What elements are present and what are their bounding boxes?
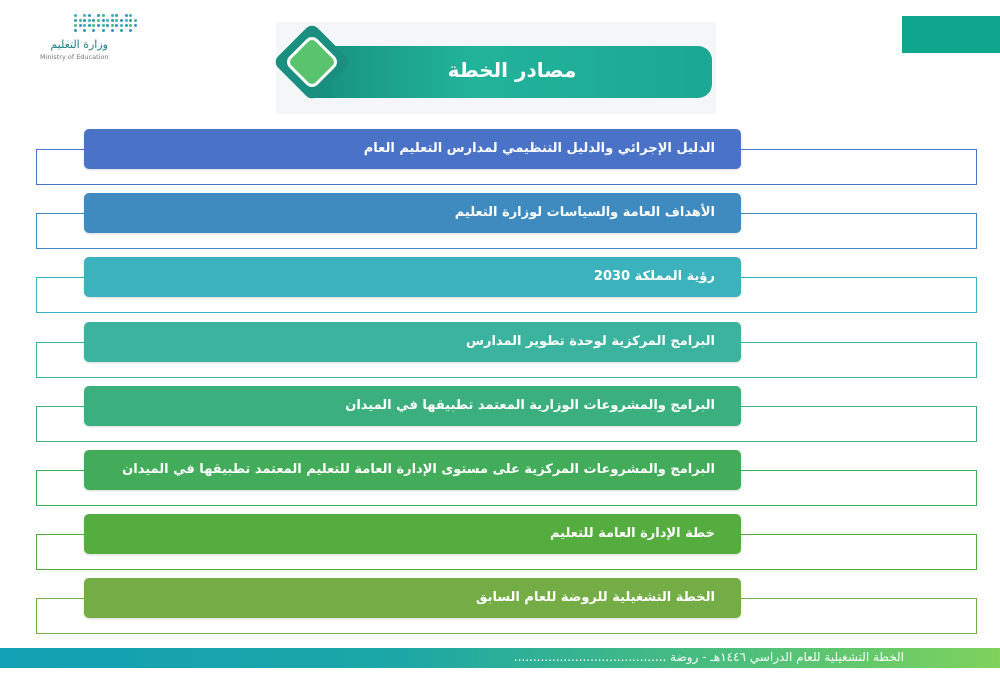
logo-dot [106,24,109,27]
logo-dot [129,24,132,27]
logo-dot [129,14,132,17]
title-banner [276,22,716,114]
logo-dot [125,14,128,17]
logo-dot [92,29,95,32]
logo-dot [106,19,109,22]
page-title: مصادر الخطة [447,58,577,82]
footer-text: الخطة التشغيلية للعام الدراسي ١٤٤٦هـ - روضة ........................................ [513,650,904,664]
logo-dot [79,24,82,27]
ministry-logo [38,14,138,66]
corner-accent-block [902,16,1000,53]
logo-dot [102,14,105,17]
logo-dot [102,24,105,27]
logo-dot [111,24,114,27]
logo-dot [88,24,91,27]
source-label: رؤية المملكة 2030 [84,257,741,297]
logo-emblem-icon [74,14,138,36]
logo-dot [102,29,105,32]
logo-dot [92,19,95,22]
logo-dot [115,19,118,22]
logo-dot [125,24,128,27]
source-label: البرامج والمشروعات الوزارية المعتمد تطبيقها في الميدان [84,386,741,426]
logo-dot [111,14,114,17]
logo-dot [102,19,105,22]
logo-dot [74,24,77,27]
logo-dot [120,19,123,22]
source-label: الخطة التشغيلية للروضة للعام السابق [84,578,741,618]
logo-dot [111,29,114,32]
logo-dot [97,14,100,17]
logo-dot [129,19,132,22]
logo-dot [97,19,100,22]
logo-dot [97,24,100,27]
logo-english-text: Ministry of Education [40,53,109,61]
logo-dot [120,24,123,27]
logo-dot [83,14,86,17]
logo-dot [125,19,128,22]
logo-dot [134,19,137,22]
logo-dot [111,19,114,22]
source-label: البرامج والمشروعات المركزية على مستوى الإدارة العامة للتعليم المعتمد تطبيقها في الميدان [84,450,741,490]
logo-dot [115,14,118,17]
title-pill [312,46,712,98]
source-label: خطة الإدارة العامة للتعليم [84,514,741,554]
logo-dot [74,29,77,32]
logo-arabic-text: وزارة التعليم [50,38,108,51]
logo-dot [74,19,77,22]
logo-dot [83,24,86,27]
logo-dot [120,29,123,32]
logo-dot [115,24,118,27]
logo-dot [88,14,91,17]
logo-dot [79,19,82,22]
logo-dot [83,19,86,22]
logo-dot [129,29,132,32]
logo-dot [134,24,137,27]
logo-dot [88,19,91,22]
footer-bar [0,648,1000,668]
source-label: البرامج المركزية لوحدة تطوير المدارس [84,322,741,362]
logo-dot [92,24,95,27]
logo-dot [83,29,86,32]
logo-dot [74,14,77,17]
source-label: الدليل الإجرائي والدليل التنظيمي لمدارس التعليم العام [84,129,741,169]
source-label: الأهداف العامة والسياسات لوزارة التعليم [84,193,741,233]
